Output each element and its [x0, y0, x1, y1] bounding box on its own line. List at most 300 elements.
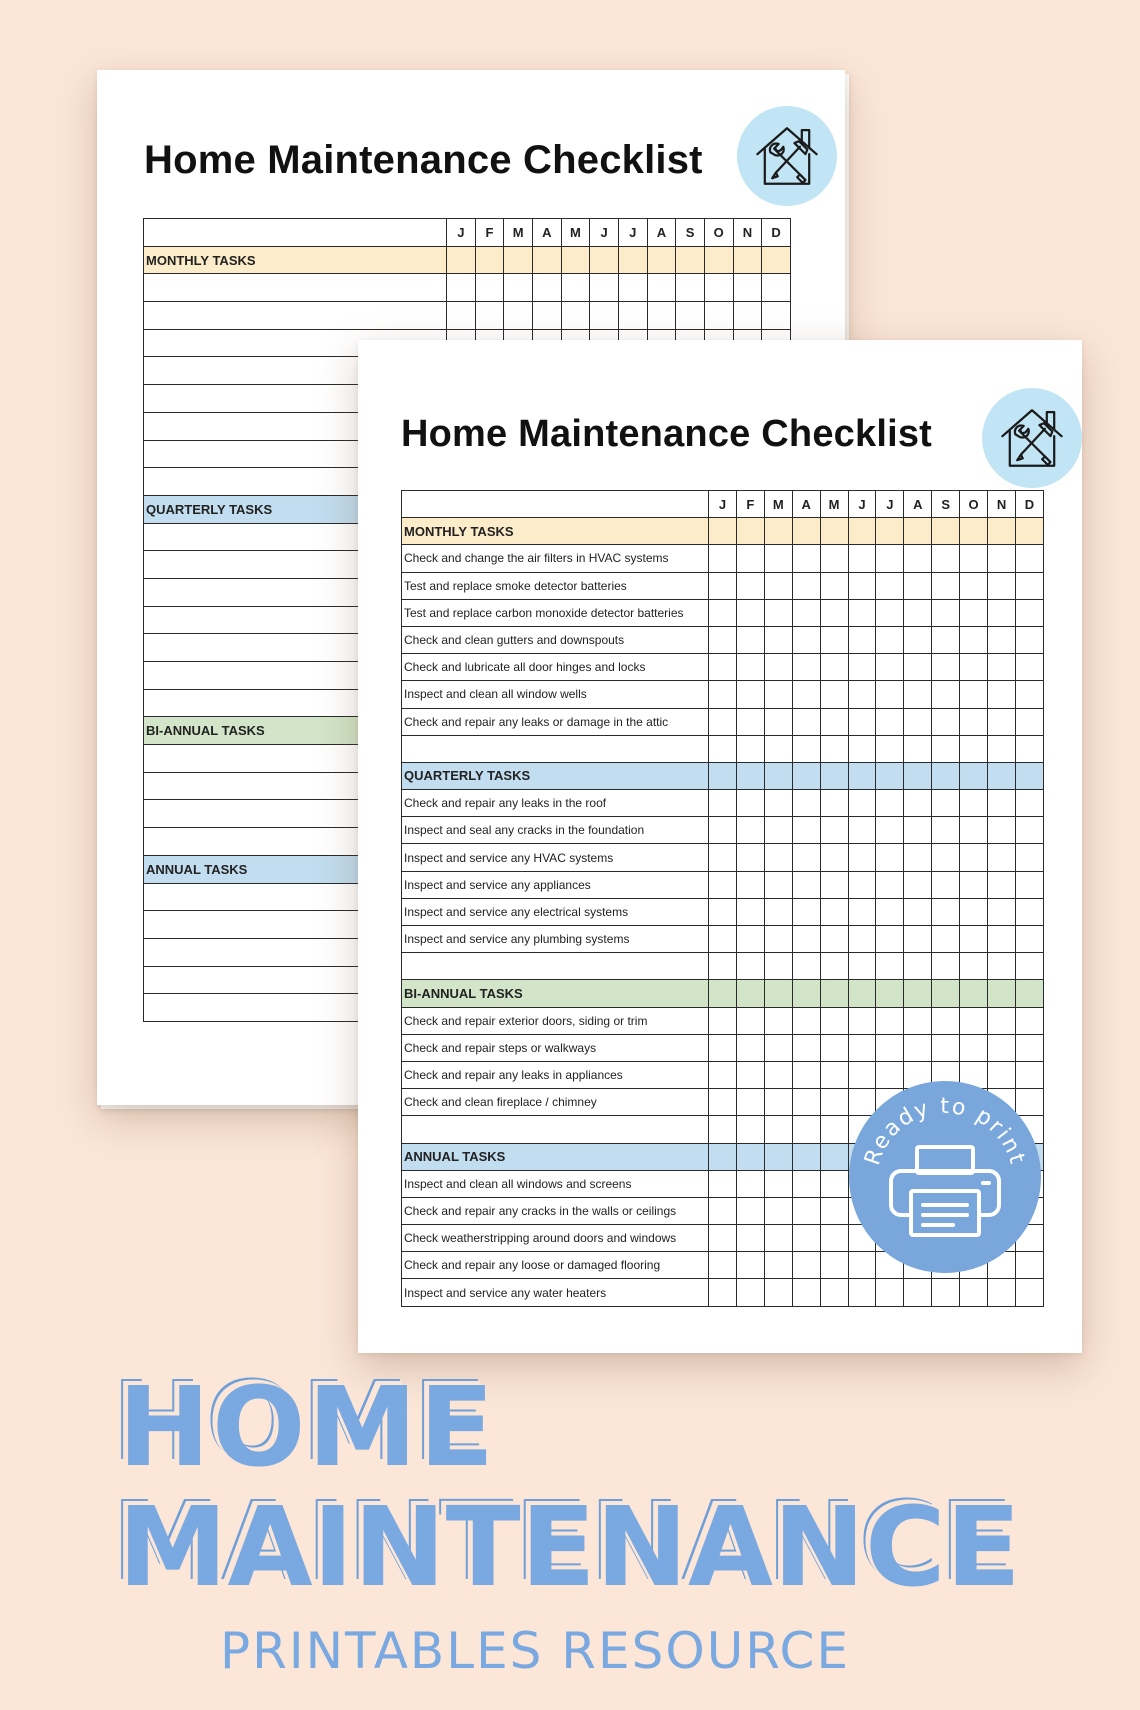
month-checkbox-cell[interactable]	[820, 1116, 848, 1143]
month-checkbox-cell[interactable]	[848, 708, 876, 735]
month-checkbox-cell[interactable]	[1015, 599, 1043, 626]
month-checkbox-cell[interactable]	[792, 898, 820, 925]
month-checkbox-cell[interactable]	[820, 681, 848, 708]
month-checkbox-cell[interactable]	[820, 599, 848, 626]
month-checkbox-cell[interactable]	[736, 654, 764, 681]
month-checkbox-cell[interactable]	[792, 1170, 820, 1197]
month-checkbox-cell[interactable]	[709, 1061, 737, 1088]
task-label: Check and repair any leaks in appliances	[402, 1061, 709, 1088]
month-checkbox-cell[interactable]	[848, 1279, 876, 1306]
month-checkbox-cell[interactable]	[764, 1225, 792, 1252]
month-checkbox-cell[interactable]	[792, 545, 820, 572]
month-checkbox-cell[interactable]	[532, 302, 561, 330]
month-checkbox-cell[interactable]	[932, 626, 960, 653]
month-checkbox-cell[interactable]	[1015, 953, 1043, 980]
month-checkbox-cell[interactable]	[820, 817, 848, 844]
month-checkbox-cell[interactable]	[709, 817, 737, 844]
month-checkbox-cell[interactable]	[820, 898, 848, 925]
month-checkbox-cell[interactable]	[764, 844, 792, 871]
month-checkbox-cell[interactable]	[960, 654, 988, 681]
month-checkbox-cell	[736, 980, 764, 1007]
month-checkbox-cell[interactable]	[764, 1089, 792, 1116]
month-checkbox-cell[interactable]	[960, 572, 988, 599]
month-checkbox-cell[interactable]	[709, 545, 737, 572]
month-checkbox-cell[interactable]	[904, 572, 932, 599]
month-checkbox-cell[interactable]	[960, 871, 988, 898]
month-checkbox-cell[interactable]	[960, 844, 988, 871]
month-checkbox-cell[interactable]	[932, 790, 960, 817]
month-checkbox-cell[interactable]	[709, 898, 737, 925]
month-header: F	[475, 219, 504, 247]
month-checkbox-cell[interactable]	[960, 898, 988, 925]
month-checkbox-cell[interactable]	[1015, 1007, 1043, 1034]
month-checkbox-cell[interactable]	[736, 1061, 764, 1088]
month-checkbox-cell[interactable]	[932, 898, 960, 925]
month-checkbox-cell[interactable]	[736, 953, 764, 980]
month-checkbox-cell[interactable]	[764, 871, 792, 898]
month-checkbox-cell[interactable]	[988, 926, 1016, 953]
month-checkbox-cell[interactable]	[820, 545, 848, 572]
month-checkbox-cell[interactable]	[736, 1007, 764, 1034]
month-checkbox-cell[interactable]	[904, 1034, 932, 1061]
month-checkbox-cell[interactable]	[764, 1116, 792, 1143]
month-checkbox-cell[interactable]	[876, 572, 904, 599]
month-checkbox-cell[interactable]	[1015, 790, 1043, 817]
month-checkbox-cell	[848, 762, 876, 789]
month-checkbox-cell[interactable]	[904, 953, 932, 980]
task-label	[144, 274, 447, 302]
month-checkbox-cell[interactable]	[876, 599, 904, 626]
month-checkbox-cell[interactable]	[932, 953, 960, 980]
month-checkbox-cell	[820, 762, 848, 789]
month-checkbox-cell[interactable]	[932, 681, 960, 708]
month-checkbox-cell[interactable]	[736, 1116, 764, 1143]
month-checkbox-cell[interactable]	[876, 953, 904, 980]
month-checkbox-cell[interactable]	[820, 953, 848, 980]
month-checkbox-cell[interactable]	[876, 871, 904, 898]
month-checkbox-cell[interactable]	[792, 626, 820, 653]
month-checkbox-cell[interactable]	[848, 790, 876, 817]
month-checkbox-cell[interactable]	[988, 1007, 1016, 1034]
month-checkbox-cell[interactable]	[1015, 735, 1043, 762]
month-checkbox-cell[interactable]	[792, 1007, 820, 1034]
month-checkbox-cell[interactable]	[988, 790, 1016, 817]
month-checkbox-cell[interactable]	[504, 274, 533, 302]
month-checkbox-cell[interactable]	[764, 1170, 792, 1197]
month-checkbox-cell[interactable]	[960, 626, 988, 653]
month-checkbox-cell[interactable]	[1015, 654, 1043, 681]
month-checkbox-cell[interactable]	[1015, 871, 1043, 898]
month-checkbox-cell[interactable]	[820, 572, 848, 599]
month-checkbox-cell[interactable]	[709, 1252, 737, 1279]
month-checkbox-cell[interactable]	[764, 1197, 792, 1224]
month-checkbox-cell[interactable]	[447, 302, 476, 330]
month-checkbox-cell[interactable]	[848, 1034, 876, 1061]
month-checkbox-cell[interactable]	[561, 274, 590, 302]
month-checkbox-cell[interactable]	[1015, 572, 1043, 599]
task-row	[402, 1279, 1044, 1306]
month-checkbox-cell[interactable]	[848, 545, 876, 572]
month-checkbox-cell[interactable]	[736, 572, 764, 599]
month-checkbox-cell[interactable]	[876, 681, 904, 708]
month-checkbox-cell[interactable]	[932, 572, 960, 599]
month-checkbox-cell[interactable]	[848, 926, 876, 953]
month-checkbox-cell[interactable]	[792, 1116, 820, 1143]
month-checkbox-cell[interactable]	[988, 953, 1016, 980]
month-checkbox-cell[interactable]	[764, 790, 792, 817]
month-checkbox-cell[interactable]	[1015, 681, 1043, 708]
month-checkbox-cell[interactable]	[904, 790, 932, 817]
month-checkbox-cell[interactable]	[820, 926, 848, 953]
month-checkbox-cell[interactable]	[590, 302, 619, 330]
month-checkbox-cell[interactable]	[792, 599, 820, 626]
month-checkbox-cell[interactable]	[709, 1170, 737, 1197]
month-checkbox-cell[interactable]	[736, 1170, 764, 1197]
month-checkbox-cell[interactable]	[709, 844, 737, 871]
month-checkbox-cell[interactable]	[1015, 1034, 1043, 1061]
month-checkbox-cell[interactable]	[762, 302, 791, 330]
month-checkbox-cell[interactable]	[792, 572, 820, 599]
month-checkbox-cell[interactable]	[820, 735, 848, 762]
month-checkbox-cell[interactable]	[736, 844, 764, 871]
month-checkbox-cell[interactable]	[709, 1279, 737, 1306]
month-checkbox-cell[interactable]	[960, 790, 988, 817]
month-checkbox-cell[interactable]	[709, 599, 737, 626]
month-checkbox-cell[interactable]	[1015, 1279, 1043, 1306]
month-checkbox-cell[interactable]	[704, 302, 733, 330]
month-checkbox-cell[interactable]	[932, 654, 960, 681]
month-checkbox-cell[interactable]	[904, 898, 932, 925]
blank-task-row	[402, 735, 1044, 762]
month-checkbox-cell[interactable]	[904, 735, 932, 762]
month-checkbox-cell[interactable]	[709, 1034, 737, 1061]
month-checkbox-cell[interactable]	[1015, 626, 1043, 653]
month-checkbox-cell[interactable]	[960, 681, 988, 708]
month-checkbox-cell[interactable]	[820, 790, 848, 817]
month-checkbox-cell[interactable]	[736, 1034, 764, 1061]
month-checkbox-cell[interactable]	[932, 1279, 960, 1306]
month-checkbox-cell[interactable]	[820, 1225, 848, 1252]
month-checkbox-cell[interactable]	[960, 1034, 988, 1061]
month-checkbox-cell[interactable]	[988, 1279, 1016, 1306]
month-checkbox-cell[interactable]	[762, 274, 791, 302]
month-checkbox-cell[interactable]	[904, 626, 932, 653]
month-checkbox-cell[interactable]	[876, 898, 904, 925]
month-checkbox-cell[interactable]	[733, 302, 762, 330]
month-checkbox-cell[interactable]	[792, 681, 820, 708]
month-checkbox-cell[interactable]	[792, 817, 820, 844]
month-checkbox-cell[interactable]	[904, 681, 932, 708]
month-checkbox-cell[interactable]	[764, 1034, 792, 1061]
month-checkbox-cell[interactable]	[764, 926, 792, 953]
month-checkbox-cell[interactable]	[709, 1197, 737, 1224]
month-checkbox-cell[interactable]	[764, 1061, 792, 1088]
month-checkbox-cell[interactable]	[792, 926, 820, 953]
house-tools-icon	[750, 119, 824, 193]
month-checkbox-cell[interactable]	[792, 953, 820, 980]
month-checkbox-cell[interactable]	[820, 1170, 848, 1197]
month-checkbox-cell[interactable]	[764, 1252, 792, 1279]
month-checkbox-cell[interactable]	[876, 654, 904, 681]
month-checkbox-cell[interactable]	[736, 1225, 764, 1252]
month-checkbox-cell[interactable]	[709, 1089, 737, 1116]
month-checkbox-cell	[904, 518, 932, 545]
month-checkbox-cell[interactable]	[904, 599, 932, 626]
month-checkbox-cell[interactable]	[709, 1116, 737, 1143]
month-checkbox-cell[interactable]	[709, 790, 737, 817]
month-checkbox-cell[interactable]	[876, 790, 904, 817]
month-checkbox-cell[interactable]	[736, 790, 764, 817]
month-checkbox-cell[interactable]	[960, 735, 988, 762]
month-checkbox-cell[interactable]	[736, 708, 764, 735]
month-checkbox-cell[interactable]	[736, 681, 764, 708]
month-checkbox-cell[interactable]	[736, 626, 764, 653]
month-checkbox-cell[interactable]	[764, 599, 792, 626]
month-checkbox-cell[interactable]	[988, 898, 1016, 925]
month-checkbox-cell[interactable]	[820, 1061, 848, 1088]
month-checkbox-cell[interactable]	[988, 844, 1016, 871]
task-label: Check and repair any loose or damaged flooring	[402, 1252, 709, 1279]
month-checkbox-cell[interactable]	[876, 545, 904, 572]
month-checkbox-cell[interactable]	[475, 302, 504, 330]
month-checkbox-cell[interactable]	[932, 708, 960, 735]
month-checkbox-cell[interactable]	[736, 1197, 764, 1224]
month-checkbox-cell[interactable]	[447, 274, 476, 302]
month-checkbox-cell[interactable]	[988, 817, 1016, 844]
month-checkbox-cell[interactable]	[960, 926, 988, 953]
month-checkbox-cell[interactable]	[960, 599, 988, 626]
month-checkbox-cell[interactable]	[736, 1252, 764, 1279]
month-checkbox-cell[interactable]	[904, 1007, 932, 1034]
month-checkbox-cell	[820, 980, 848, 1007]
month-checkbox-cell[interactable]	[1015, 545, 1043, 572]
month-checkbox-cell[interactable]	[848, 844, 876, 871]
month-checkbox-cell[interactable]	[848, 953, 876, 980]
month-checkbox-cell[interactable]	[792, 1089, 820, 1116]
month-checkbox-cell[interactable]	[618, 274, 647, 302]
month-checkbox-cell[interactable]	[848, 599, 876, 626]
month-checkbox-cell[interactable]	[792, 1197, 820, 1224]
month-checkbox-cell[interactable]	[820, 708, 848, 735]
month-checkbox-cell[interactable]	[988, 681, 1016, 708]
month-checkbox-cell[interactable]	[704, 274, 733, 302]
month-checkbox-cell[interactable]	[792, 844, 820, 871]
month-checkbox-cell	[561, 246, 590, 274]
month-checkbox-cell[interactable]	[932, 844, 960, 871]
month-checkbox-cell	[764, 762, 792, 789]
month-checkbox-cell[interactable]	[736, 926, 764, 953]
section-label: MONTHLY TASKS	[144, 246, 447, 274]
month-checkbox-cell[interactable]	[848, 871, 876, 898]
month-checkbox-cell[interactable]	[988, 626, 1016, 653]
month-checkbox-cell[interactable]	[1015, 708, 1043, 735]
month-checkbox-cell[interactable]	[792, 708, 820, 735]
month-checkbox-cell[interactable]	[792, 790, 820, 817]
month-checkbox-cell[interactable]	[1015, 926, 1043, 953]
month-checkbox-cell[interactable]	[820, 1007, 848, 1034]
month-checkbox-cell[interactable]	[820, 1034, 848, 1061]
month-checkbox-cell[interactable]	[820, 1279, 848, 1306]
month-checkbox-cell[interactable]	[904, 1279, 932, 1306]
month-checkbox-cell[interactable]	[709, 926, 737, 953]
month-checkbox-cell[interactable]	[764, 654, 792, 681]
month-checkbox-cell[interactable]	[876, 1034, 904, 1061]
month-checkbox-cell[interactable]	[988, 1034, 1016, 1061]
month-checkbox-cell[interactable]	[676, 302, 705, 330]
month-checkbox-cell[interactable]	[764, 817, 792, 844]
month-checkbox-cell[interactable]	[676, 274, 705, 302]
month-checkbox-cell[interactable]	[792, 735, 820, 762]
month-checkbox-cell[interactable]	[876, 817, 904, 844]
month-checkbox-cell[interactable]	[904, 844, 932, 871]
month-checkbox-cell[interactable]	[932, 871, 960, 898]
month-checkbox-cell[interactable]	[904, 708, 932, 735]
month-checkbox-cell[interactable]	[848, 1007, 876, 1034]
month-checkbox-cell[interactable]	[1015, 844, 1043, 871]
month-checkbox-cell[interactable]	[792, 871, 820, 898]
month-checkbox-cell[interactable]	[792, 1061, 820, 1088]
month-checkbox-cell[interactable]	[988, 735, 1016, 762]
month-checkbox-cell[interactable]	[764, 545, 792, 572]
month-checkbox-cell[interactable]	[932, 817, 960, 844]
month-checkbox-cell[interactable]	[988, 708, 1016, 735]
month-header: O	[960, 491, 988, 518]
month-checkbox-cell[interactable]	[709, 953, 737, 980]
month-checkbox-cell[interactable]	[736, 898, 764, 925]
month-checkbox-cell[interactable]	[876, 926, 904, 953]
month-checkbox-cell[interactable]	[733, 274, 762, 302]
month-checkbox-cell[interactable]	[988, 871, 1016, 898]
month-checkbox-cell[interactable]	[960, 817, 988, 844]
month-checkbox-cell[interactable]	[764, 572, 792, 599]
month-checkbox-cell[interactable]	[792, 654, 820, 681]
month-checkbox-cell[interactable]	[532, 274, 561, 302]
month-checkbox-cell[interactable]	[960, 953, 988, 980]
month-checkbox-cell[interactable]	[709, 654, 737, 681]
month-checkbox-cell[interactable]	[709, 735, 737, 762]
month-checkbox-cell[interactable]	[932, 545, 960, 572]
month-checkbox-cell[interactable]	[709, 1225, 737, 1252]
month-checkbox-cell[interactable]	[709, 708, 737, 735]
month-checkbox-cell[interactable]	[764, 626, 792, 653]
month-checkbox-cell[interactable]	[736, 871, 764, 898]
month-checkbox-cell[interactable]	[848, 735, 876, 762]
ready-to-print-badge	[849, 1081, 1041, 1273]
month-checkbox-cell[interactable]	[932, 1007, 960, 1034]
month-checkbox-cell[interactable]	[988, 572, 1016, 599]
month-header: M	[820, 491, 848, 518]
month-checkbox-cell	[792, 762, 820, 789]
month-checkbox-cell[interactable]	[561, 302, 590, 330]
month-checkbox-cell[interactable]	[820, 1089, 848, 1116]
task-label: Inspect and service any water heaters	[402, 1279, 709, 1306]
month-checkbox-cell[interactable]	[764, 708, 792, 735]
month-checkbox-cell[interactable]	[764, 953, 792, 980]
month-checkbox-cell	[876, 518, 904, 545]
month-checkbox-cell[interactable]	[848, 654, 876, 681]
month-checkbox-cell[interactable]	[1015, 817, 1043, 844]
month-checkbox-cell[interactable]	[792, 1279, 820, 1306]
month-checkbox-cell[interactable]	[876, 1007, 904, 1034]
task-row	[402, 681, 1044, 708]
month-checkbox-cell[interactable]	[709, 572, 737, 599]
month-checkbox-cell[interactable]	[848, 898, 876, 925]
month-checkbox-cell[interactable]	[960, 545, 988, 572]
month-checkbox-cell[interactable]	[988, 654, 1016, 681]
month-checkbox-cell[interactable]	[736, 545, 764, 572]
month-checkbox-cell[interactable]	[876, 735, 904, 762]
month-header-row	[144, 219, 791, 247]
month-checkbox-cell[interactable]	[876, 1279, 904, 1306]
month-checkbox-cell[interactable]	[932, 926, 960, 953]
month-checkbox-cell[interactable]	[1015, 898, 1043, 925]
month-checkbox-cell[interactable]	[820, 871, 848, 898]
month-checkbox-cell[interactable]	[504, 302, 533, 330]
month-checkbox-cell[interactable]	[792, 1034, 820, 1061]
month-checkbox-cell[interactable]	[590, 274, 619, 302]
month-checkbox-cell[interactable]	[792, 1225, 820, 1252]
month-checkbox-cell[interactable]	[820, 626, 848, 653]
month-checkbox-cell[interactable]	[932, 735, 960, 762]
month-checkbox-cell[interactable]	[960, 1007, 988, 1034]
month-checkbox-cell[interactable]	[475, 274, 504, 302]
task-label: Test and replace smoke detector batteries	[402, 572, 709, 599]
month-checkbox-cell[interactable]	[960, 708, 988, 735]
month-checkbox-cell[interactable]	[904, 926, 932, 953]
month-checkbox-cell[interactable]	[618, 302, 647, 330]
month-checkbox-cell	[988, 980, 1016, 1007]
month-checkbox-cell[interactable]	[876, 708, 904, 735]
month-checkbox-cell[interactable]	[848, 817, 876, 844]
month-checkbox-cell[interactable]	[848, 626, 876, 653]
month-checkbox-cell[interactable]	[647, 302, 676, 330]
month-checkbox-cell[interactable]	[988, 599, 1016, 626]
month-checkbox-cell[interactable]	[736, 735, 764, 762]
month-checkbox-cell[interactable]	[764, 681, 792, 708]
month-checkbox-cell[interactable]	[709, 1007, 737, 1034]
month-checkbox-cell[interactable]	[848, 681, 876, 708]
month-checkbox-cell[interactable]	[764, 1279, 792, 1306]
month-checkbox-cell[interactable]	[736, 817, 764, 844]
month-checkbox-cell[interactable]	[960, 1279, 988, 1306]
month-checkbox-cell[interactable]	[904, 871, 932, 898]
month-checkbox-cell[interactable]	[647, 274, 676, 302]
month-checkbox-cell[interactable]	[876, 626, 904, 653]
month-checkbox-cell[interactable]	[820, 1197, 848, 1224]
month-checkbox-cell[interactable]	[736, 1279, 764, 1306]
month-checkbox-cell[interactable]	[736, 1089, 764, 1116]
month-checkbox-cell[interactable]	[904, 654, 932, 681]
month-checkbox-cell[interactable]	[764, 1007, 792, 1034]
month-checkbox-cell[interactable]	[904, 817, 932, 844]
month-checkbox-cell[interactable]	[932, 599, 960, 626]
month-checkbox-cell[interactable]	[848, 572, 876, 599]
month-checkbox-cell[interactable]	[709, 871, 737, 898]
month-checkbox-cell[interactable]	[709, 626, 737, 653]
month-checkbox-cell[interactable]	[904, 545, 932, 572]
month-checkbox-cell[interactable]	[932, 1034, 960, 1061]
month-checkbox-cell[interactable]	[736, 599, 764, 626]
month-checkbox-cell[interactable]	[820, 844, 848, 871]
month-checkbox-cell[interactable]	[764, 735, 792, 762]
month-checkbox-cell[interactable]	[709, 681, 737, 708]
month-checkbox-cell[interactable]	[820, 654, 848, 681]
month-checkbox-cell[interactable]	[988, 545, 1016, 572]
month-checkbox-cell[interactable]	[876, 844, 904, 871]
month-checkbox-cell[interactable]	[764, 898, 792, 925]
month-checkbox-cell[interactable]	[792, 1252, 820, 1279]
month-checkbox-cell[interactable]	[820, 1252, 848, 1279]
